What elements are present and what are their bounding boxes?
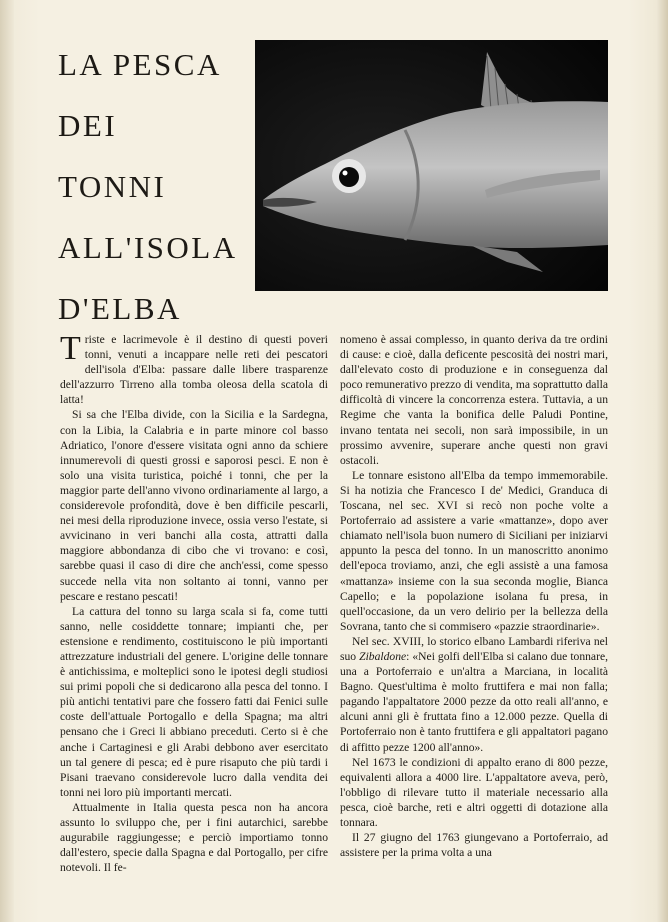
title-line-1: LA PESCA <box>58 47 222 82</box>
title-line-4: ALL'ISOLA <box>58 230 238 265</box>
paragraph-1 <box>60 332 328 407</box>
title-line-3: TONNI <box>58 169 167 204</box>
paragraph-5: nomeno è assai complesso, in quanto deriva da tre ordini di cause: e cioè, dalla deficente pescosità dei nostri mari, dall'elevato costo di produzione e in conseguenza dal poco remunerativo prezzo di vendita, ma soprattutto dalla difficoltà di vincere la concorrenza estera. Tuttavia, a un Regime che vanta la bonifica delle Paludi Pontine, invano tentata nei secoli, non sarà impossibile, in un prossimo avvenire, superare anche questi non gravi ostacoli. <box>340 333 608 467</box>
paragraph-8: Nel 1673 le condizioni di appalto erano di 800 pezze, equivalenti allora a 4000 lire. L'appaltatore aveva, però, l'obbligo di rilevare tutto il materiale necessario alla pesca, cioè barche, reti e altri oggetti di dotazione alla tonnara. <box>340 755 608 829</box>
right-column <box>340 332 608 860</box>
page-left-edge <box>0 0 14 922</box>
title-line-2: DEI <box>58 108 118 143</box>
title-line-5: D'ELBA <box>58 291 182 326</box>
paragraph-2: Si sa che l'Elba divide, con la Sicilia e la Sardegna, con la Libia, la Calabria e in parte minore col basso Adriatico, l'onore d'essere visitata ogni anno da schiere innumerevoli di questi grossi e saporosi pesci. E non è solo una visita turistica, poiché i tonni, che per la maggior parte dell'anno vivono ordinariamente al largo, a considerevole profondità, dove è ben difficile pescarli, nei mesi della riproduzione invece, ossia verso l'estate, si avvicinano in veri banchi alla costa, attratti dalla maggiore abbondanza di cibo che vi trovano: e così, sarebbe quasi il caso di dire che anch'essi, come spesso succede nella vita non soltanto ai tonni, vanno per pescare e restano pescati! <box>60 408 328 603</box>
paragraph-7 <box>340 634 608 755</box>
paragraph-4: Attualmente in Italia questa pesca non ha ancora assunto lo sviluppo che, per i fini autarchici, sarebbe augurabile raggiungesse; e perciò importiamo tonno dall'estero, specie dalla Spagna e dal Portogallo, per cifre notevoli. Il fe- <box>60 800 328 875</box>
paragraph-7-end: : «Nei golfi dell'Elba si calano due tonnare, una a Portoferraio e un'altra a Marciana, in località Bagno. Quest'ultima è molto fruttifera e mai non falla; pagando l'appaltatore 2000 pezze da otto reali all'anno, e alcuni anni gli è fruttata fino a 12.000 pezze. Quella di Portoferraio non è tanto fruttifera e gli appaltatori pagano di affitto pezze 1200 all'anno». <box>340 649 608 754</box>
left-column <box>60 332 328 875</box>
paragraph-6: Le tonnare esistono all'Elba da tempo immemorabile. Si ha notizia che Francesco I de' Medici, Granduca di Toscana, nel sec. XVI si recò non poche volte a Portoferraio ad assistere a varie «mattanze», dopo aver chiamato nell'isola buon numero di Siciliani per iniziarvi appunto la pesca del tonno. In un manoscritto anonimo dell'epoca troviamo, anzi, che egli assistè a una famosa «mattanza» insieme con la sua seconda moglie, Bianca Capello; e la popolazione isolana fu presa, in quell'occasione, da un vero delirio per la bellezza della Sovrana, tanto che si commisero «pazzie straordinarie». <box>340 468 608 633</box>
paragraph-1-text: riste e lacrimevole è il destino di questi poveri tonni, venuti a incappare nelle reti dei pescatori dell'isola d'Elba: passare dalle libere trasparenze dell'azzurro Tirreno alla tomba oleosa della scatola di latta! <box>60 333 328 407</box>
paragraph-9: Il 27 giugno del 1763 giungevano a Portoferraio, ad assistere per la prima volta a una <box>340 831 608 860</box>
eye-pupil <box>339 167 359 187</box>
drop-cap: T <box>60 330 81 367</box>
paragraph-7-start: Nel sec. XVIII, lo storico elbano Lambardi riferiva nel suo <box>340 634 608 663</box>
paragraph-3: La cattura del tonno su larga scala si fa, come tutti sanno, nelle cosiddette tonnare; impianti che, per estensione e rendimento, costituiscono le più importanti attrezzature industriali del genere. L'origine delle tonnare è antichissima, e molteplici sono le ipotesi degli studiosi sui primi popoli che si dedicarono alla pesca del tonno. I più antichi tentativi pare che fossero fatti dai Fenici sulle coste dell'attuale Portogallo e della Spagna; ma altri pensano che i Greci li abbiano preceduti. Certo si è che anche i Cartaginesi e gli Arabi debbono aver esercitato un tal genere di pesca; ed è pure risaputo che più tardi i Pisani traevano considerevole lucro dalla vendita dei tonni nei loro più importanti mercati. <box>60 604 328 799</box>
eye-highlight <box>343 171 348 176</box>
tuna-head-illustration <box>255 40 608 291</box>
page-right-edge <box>656 0 668 922</box>
article-title <box>58 34 253 339</box>
zibaldone-title: Zibaldone <box>359 649 407 663</box>
tuna-photo <box>255 40 608 291</box>
